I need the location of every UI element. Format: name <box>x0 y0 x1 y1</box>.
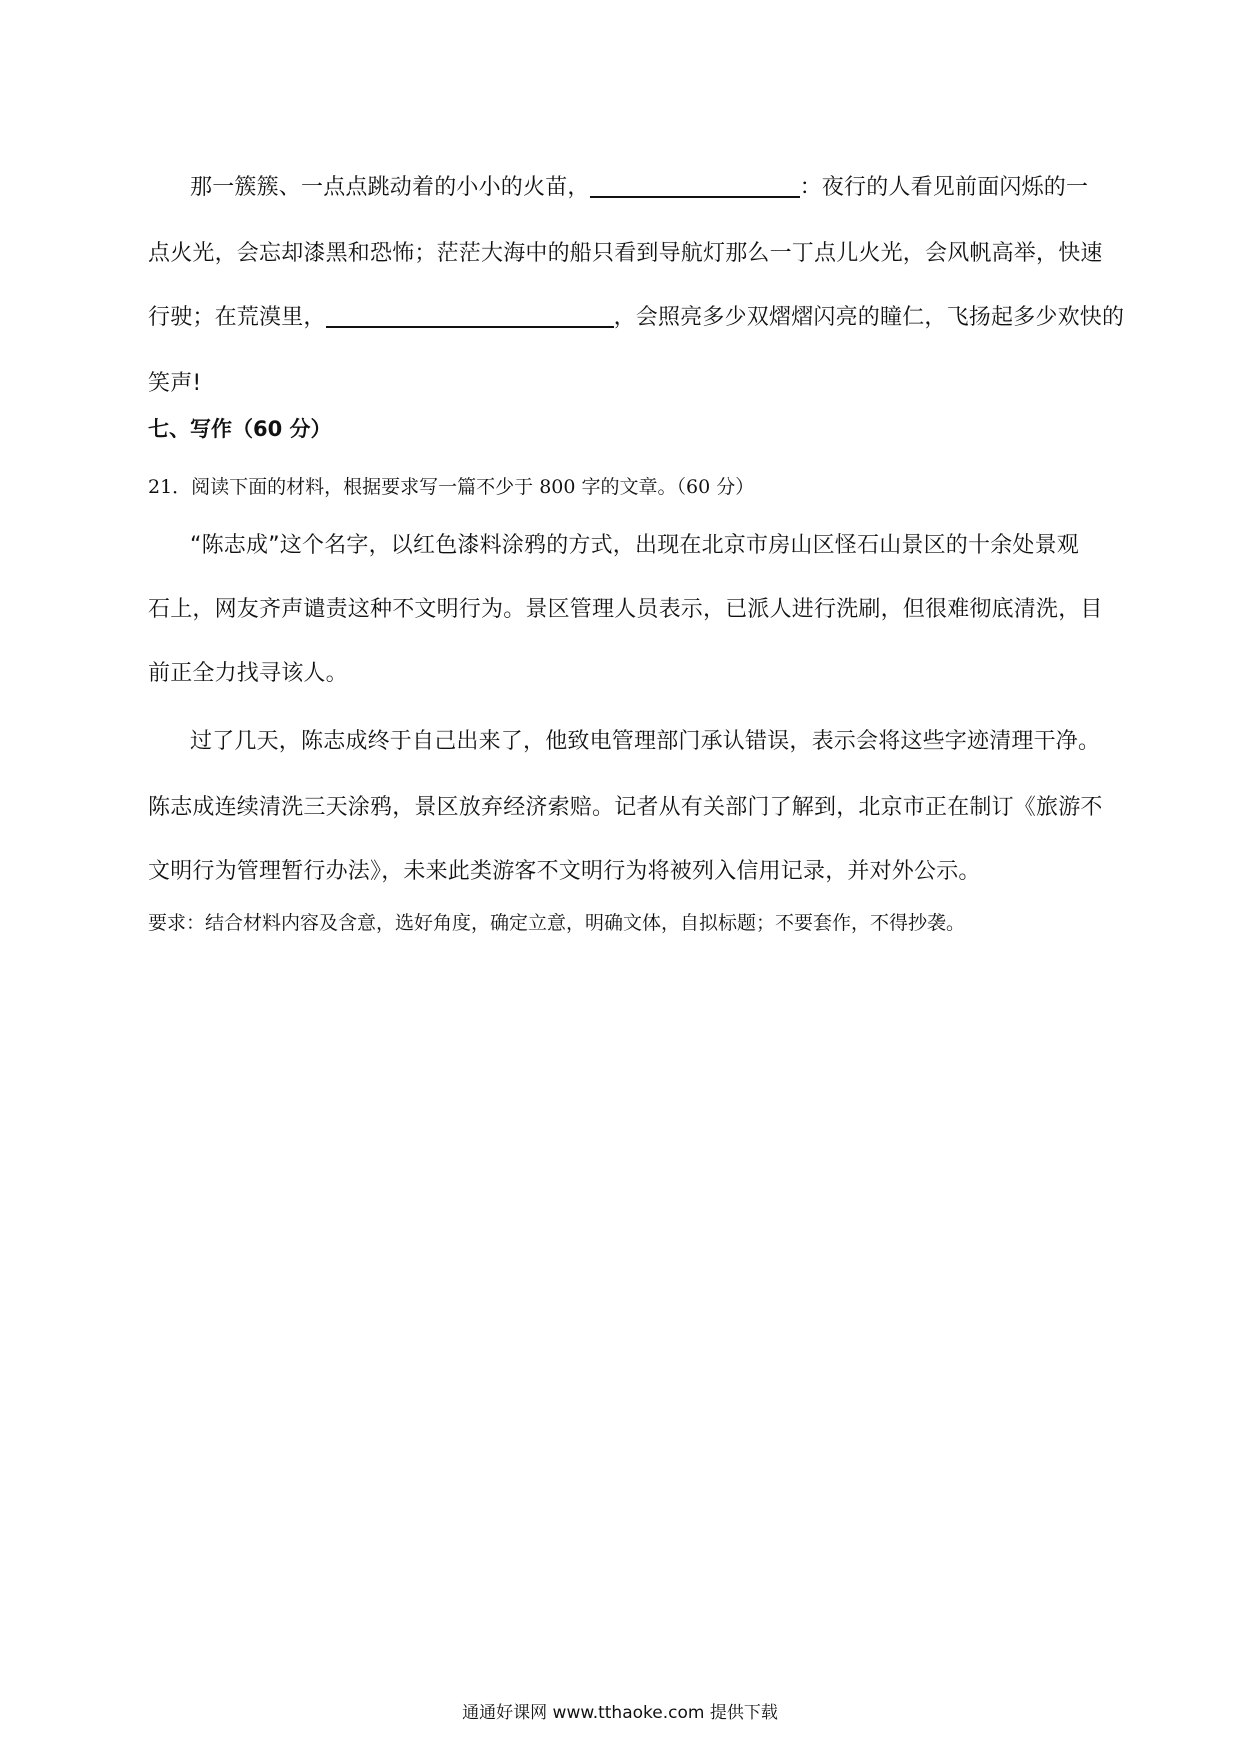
footer-text: 通通好课网 www.tthaoke.com 提供下载 <box>462 1703 778 1723</box>
poem-line-3 <box>148 300 1125 331</box>
poem-line-1-start: 那一簇簇、一点点跳动着的小小的火苗， <box>190 175 590 200</box>
material-p1-line-1: “陈志成”这个名字，以红色漆料涂鸦的方式，出现在北京市房山区怪石山景区的十余处景观 <box>190 533 1079 558</box>
poem-line-3-end: ，会照亮多少双熠熠闪亮的瞳仁，飞扬起多少欢快的 <box>613 305 1125 330</box>
material-p2-line-1: 过了几天，陈志成终于自己出来了，他致电管理部门承认错误，表示会将这些字迹清理干净。 <box>190 729 1101 754</box>
poem-line-2: 点火光，会忘却漆黑和恐怖；茫茫大海中的船只看到导航灯那么一丁点儿火光，会风帆高举，快速 <box>148 241 1103 266</box>
poem-line-1-end: ：夜行的人看见前面闪烁的一 <box>799 175 1089 200</box>
section-heading: 七、写作（60 分） <box>148 417 332 441</box>
poem-line-3-start: 行驶；在荒漠里， <box>148 305 326 330</box>
question-prompt: 21．阅读下面的材料，根据要求写一篇不少于 800 字的文章。（60 分） <box>148 476 755 498</box>
material-p2-line-3: 文明行为管理暂行办法》，未来此类游客不文明行为将被列入信用记录，并对外公示。 <box>148 859 981 884</box>
poem-line-1 <box>190 170 1100 201</box>
requirement-text: 要求：结合材料内容及含意，选好角度，确定立意，明确文体，自拟标题；不要套作，不得抄袭。 <box>148 912 966 934</box>
poem-line-4: 笑声! <box>148 371 202 396</box>
material-p1-line-2: 石上，网友齐声谴责这种不文明行为。景区管理人员表示，已派人进行洗刷，但很难彻底清洗，目 <box>148 597 1103 622</box>
fill-blank-2 <box>326 304 614 328</box>
material-p1-line-3: 前正全力找寻该人。 <box>148 661 348 686</box>
material-p2-line-2: 陈志成连续清洗三天涂鸦，景区放弃经济索赔。记者从有关部门了解到，北京市正在制订《旅游不 <box>148 795 1103 820</box>
fill-blank-1 <box>590 174 800 198</box>
